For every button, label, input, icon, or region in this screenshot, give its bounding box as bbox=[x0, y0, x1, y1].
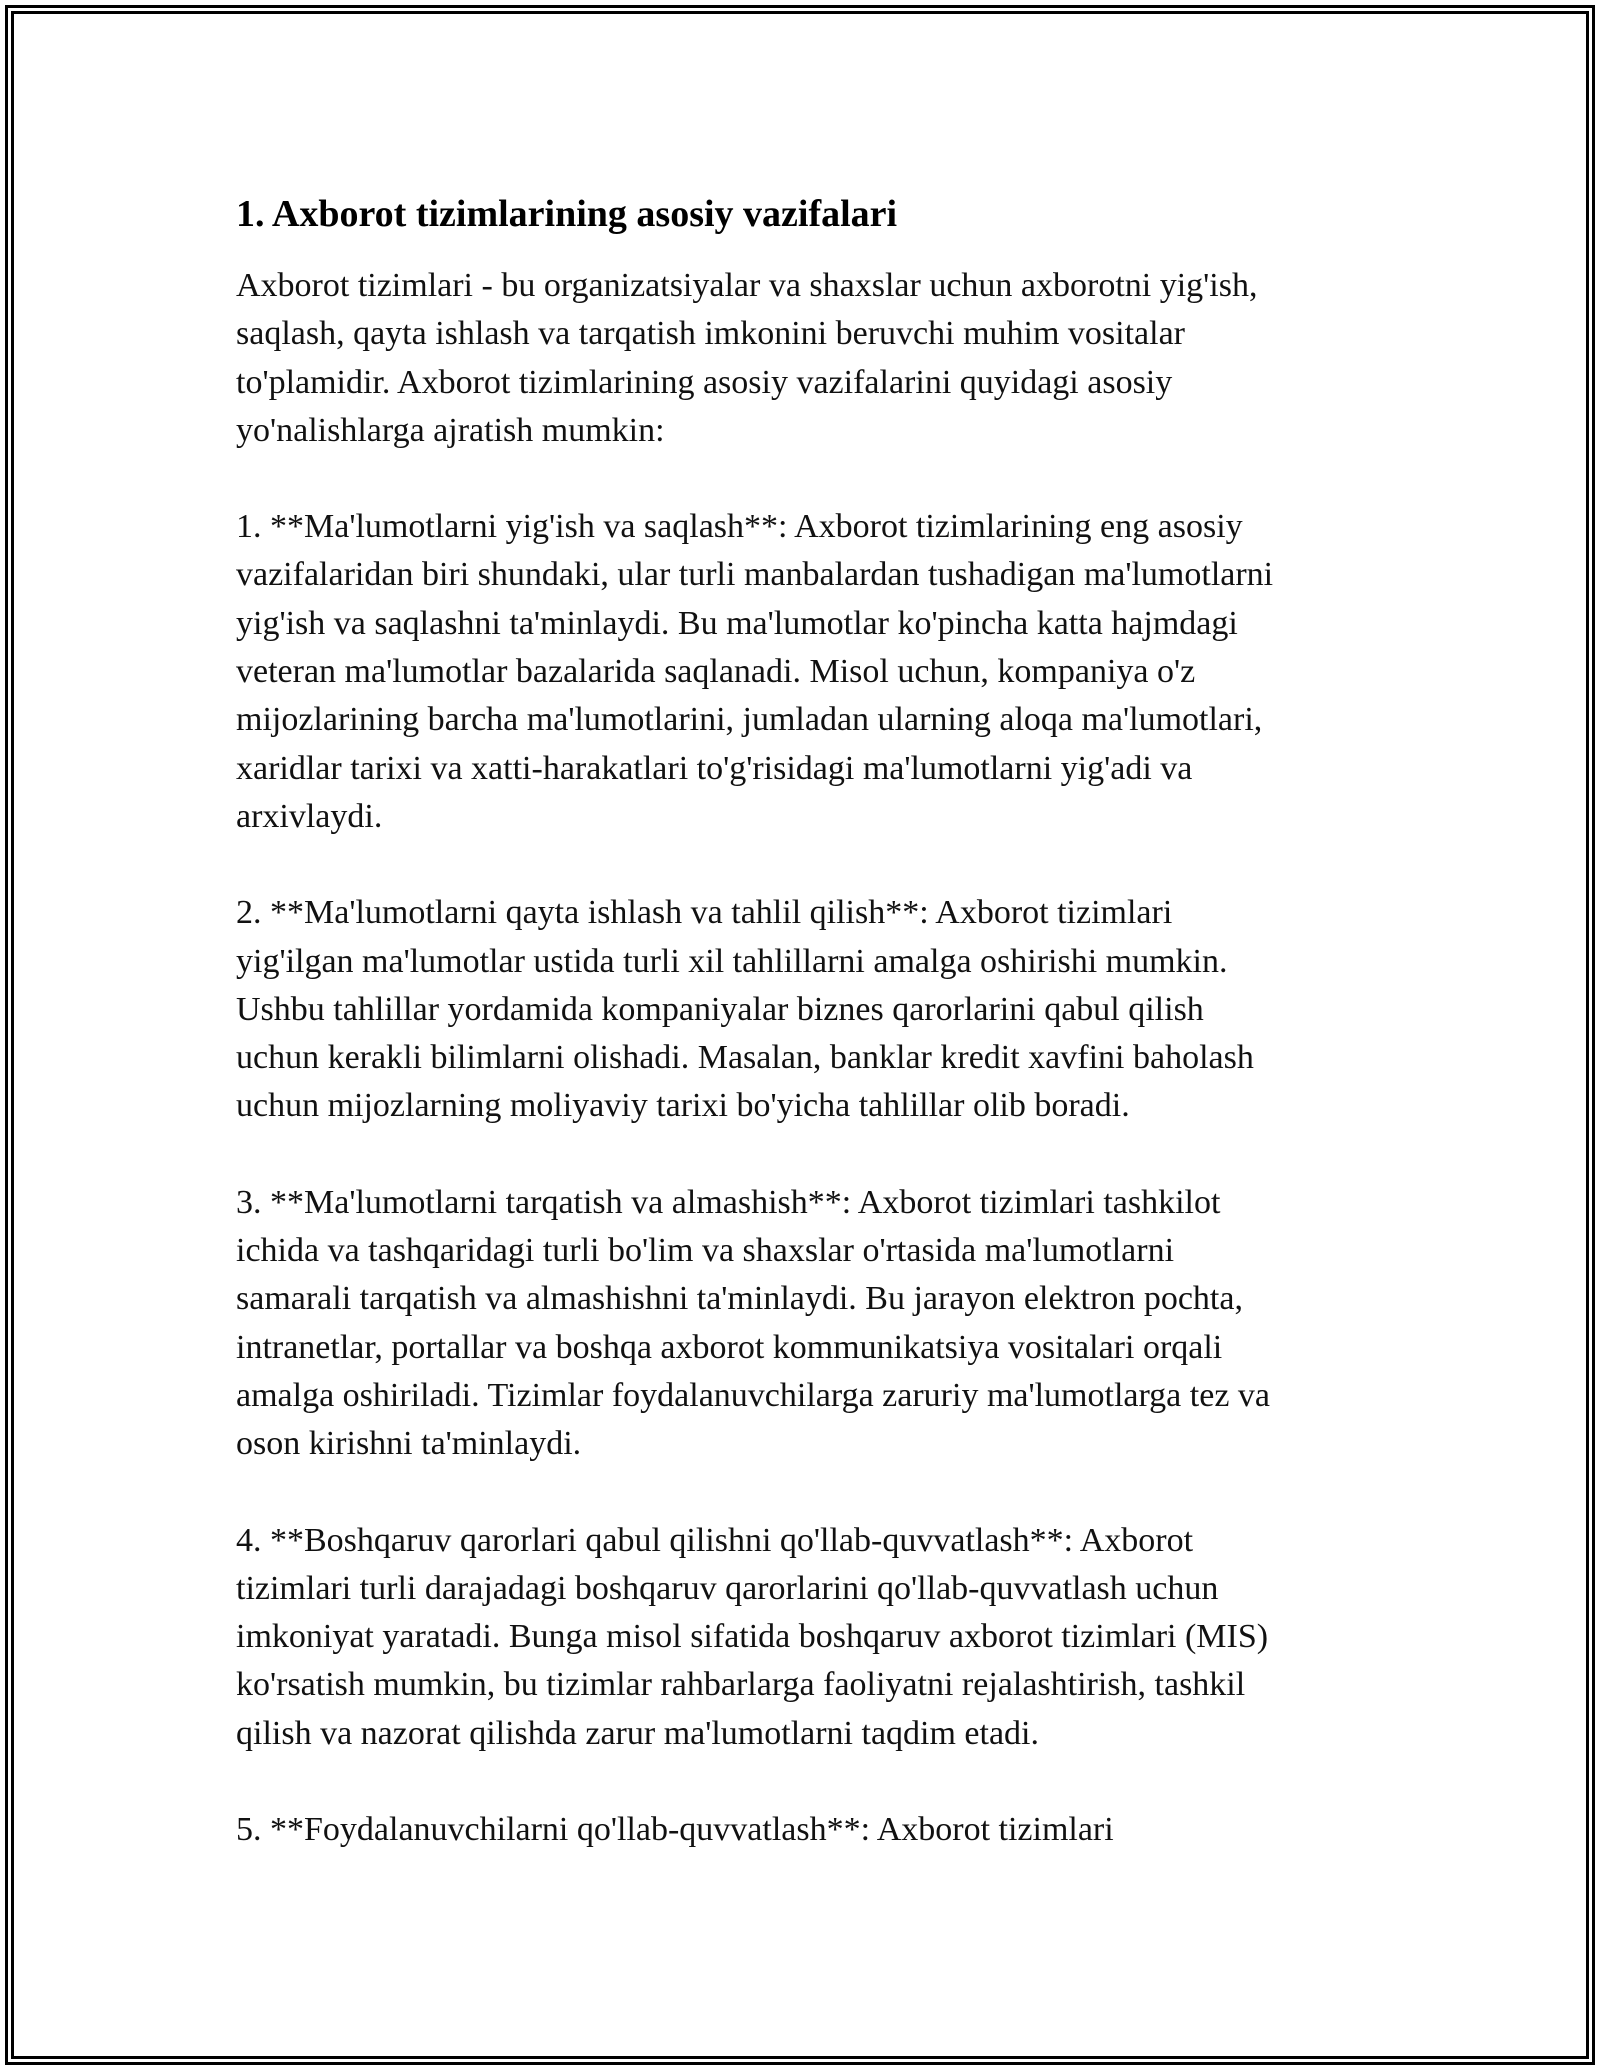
intro-paragraph bbox=[236, 262, 1366, 455]
list-item-4-paragraph bbox=[236, 1517, 1366, 1758]
paragraph-line: to'plamidir. Axborot tizimlarining asosiy vazifalarini quyidagi asosiy bbox=[236, 363, 1173, 401]
paragraph-line: intranetlar, portallar va boshqa axborot kommunikatsiya vositalari orqali bbox=[236, 1328, 1223, 1366]
paragraph-line: mijozlarining barcha ma'lumotlarini, jumladan ularning aloqa ma'lumotlari, bbox=[236, 701, 1263, 739]
paragraph-line: veteran ma'lumotlar bazalarida saqlanadi. Misol uchun, kompaniya o'z bbox=[236, 653, 1196, 691]
paragraph-line: yo'nalishlarga ajratish mumkin: bbox=[236, 411, 665, 449]
paragraph-line: Ushbu tahlillar yordamida kompaniyalar biznes qarorlarini qabul qilish bbox=[236, 990, 1204, 1028]
paragraph-line: oson kirishni ta'minlaydi. bbox=[236, 1425, 582, 1463]
paragraph-line: vazifalaridan biri shundaki, ular turli manbalardan tushadigan ma'lumotlarni bbox=[236, 556, 1274, 594]
paragraph-line: 2. **Ma'lumotlarni qayta ishlash va tahlil qilish**: Axborot tizimlari bbox=[236, 894, 1173, 932]
paragraph-line: yig'ilgan ma'lumotlar ustida turli xil tahlillarni amalga oshirishi mumkin. bbox=[236, 942, 1228, 980]
paragraph-line: amalga oshiriladi. Tizimlar foydalanuvchilarga zaruriy ma'lumotlarga tez va bbox=[236, 1376, 1270, 1414]
paragraph-line: arxivlaydi. bbox=[236, 797, 383, 835]
section-heading: 1. Axborot tizimlarining asosiy vazifalari bbox=[236, 193, 898, 235]
paragraph-line: imkoniyat yaratadi. Bunga misol sifatida boshqaruv axborot tizimlari (MIS) bbox=[236, 1618, 1269, 1656]
paragraph-line: 4. **Boshqaruv qarorlari qabul qilishni qo'llab-quvvatlash**: Axborot bbox=[236, 1521, 1194, 1559]
paragraph-line: xaridlar tarixi va xatti-harakatlari to'g'risidagi ma'lumotlarni yig'adi va bbox=[236, 749, 1193, 787]
paragraph-line: uchun kerakli bilimlarni olishadi. Masalan, banklar kredit xavfini baholash bbox=[236, 1039, 1254, 1077]
list-item-5-paragraph bbox=[236, 1806, 1366, 1854]
paragraph-line: ko'rsatish mumkin, bu tizimlar rahbarlarga faoliyatni rejalashtirish, tashkil bbox=[236, 1666, 1246, 1704]
document-body bbox=[236, 186, 1366, 1854]
paragraph-line: 3. **Ma'lumotlarni tarqatish va almashish**: Axborot tizimlari tashkilot bbox=[236, 1183, 1221, 1221]
paragraph-line: ichida va tashqaridagi turli bo'lim va shaxslar o'rtasida ma'lumotlarni bbox=[236, 1232, 1175, 1270]
list-item-2-paragraph bbox=[236, 889, 1366, 1130]
paragraph-line: saqlash, qayta ishlash va tarqatish imkonini beruvchi muhim vositalar bbox=[236, 315, 1185, 353]
paragraph-line: yig'ish va saqlashni ta'minlaydi. Bu ma'lumotlar ko'pincha katta hajmdagi bbox=[236, 604, 1238, 642]
paragraph-line: uchun mijozlarning moliyaviy tarixi bo'yicha tahlillar olib boradi. bbox=[236, 1087, 1130, 1125]
paragraph-line: samarali tarqatish va almashishni ta'minlaydi. Bu jarayon elektron pochta, bbox=[236, 1280, 1243, 1318]
paragraph-line: tizimlari turli darajadagi boshqaruv qarorlarini qo'llab-quvvatlash uchun bbox=[236, 1569, 1219, 1607]
list-item-3-paragraph bbox=[236, 1179, 1366, 1469]
paragraph-line: 1. **Ma'lumotlarni yig'ish va saqlash**: Axborot tizimlarining eng asosiy bbox=[236, 508, 1243, 546]
paragraph-line: Axborot tizimlari - bu organizatsiyalar va shaxslar uchun axborotni yig'ish, bbox=[236, 267, 1258, 304]
paragraph-line: 5. **Foydalanuvchilarni qo'llab-quvvatlash**: Axborot tizimlari bbox=[236, 1811, 1114, 1849]
list-item-1-paragraph bbox=[236, 503, 1366, 841]
paragraph-line: qilish va nazorat qilishda zarur ma'lumotlarni taqdim etadi. bbox=[236, 1714, 1040, 1752]
